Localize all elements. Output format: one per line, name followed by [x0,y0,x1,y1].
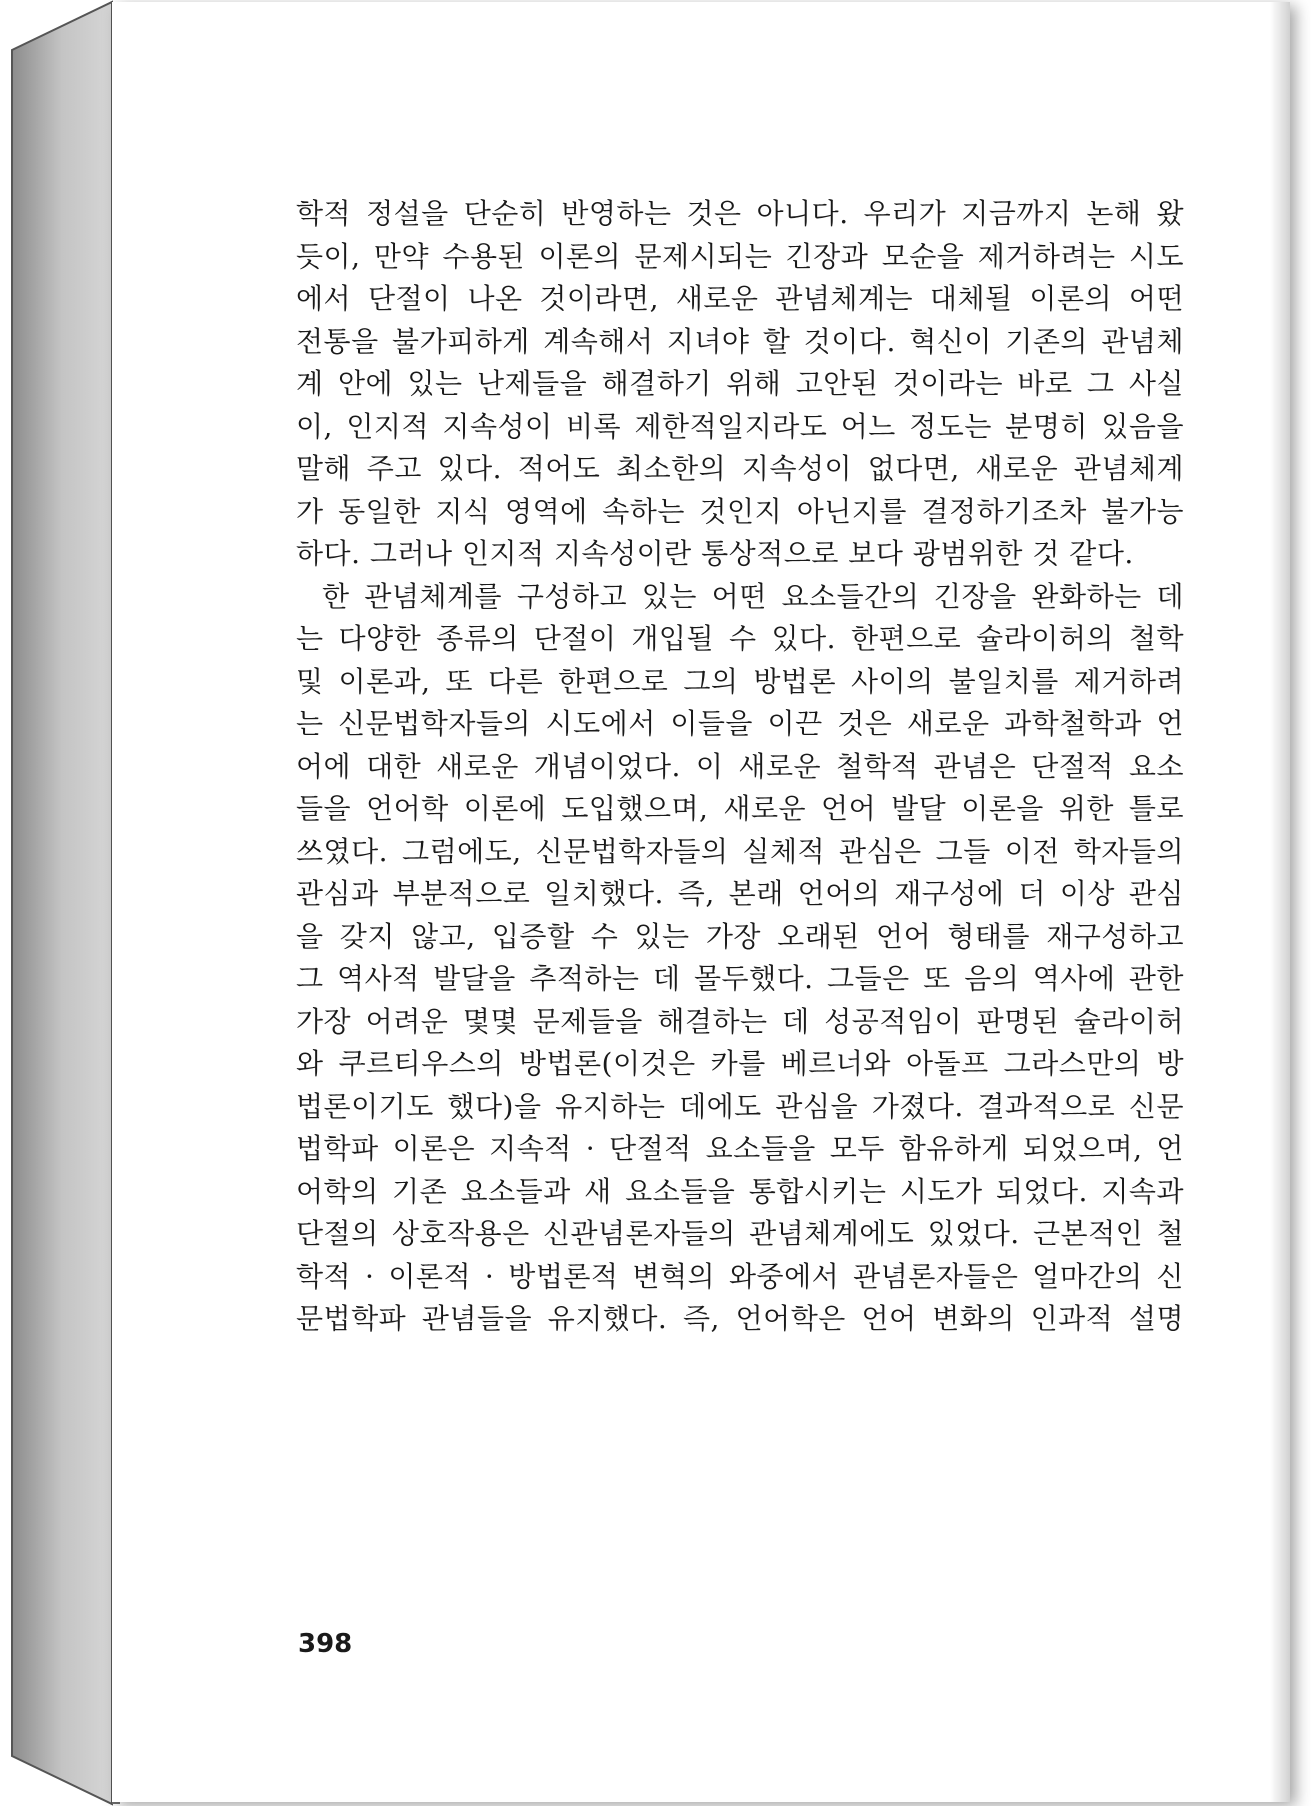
text-line: 법학파 이론은 지속적 · 단절적 요소들을 모두 함유하게 되었으며, 언 [296,1132,1184,1165]
body-text [296,193,1184,1341]
text-line: 가장 어려운 몇몇 문제들을 해결하는 데 성공적임이 판명된 슐라이허 [296,1004,1184,1038]
text-line: 어에 대한 새로운 개념이었다. 이 새로운 철학적 관념은 단절적 요소 [296,749,1184,783]
text-line: 법론이기도 했다)을 유지하는 데에도 관심을 가졌다. 결과적으로 신문 [296,1089,1184,1123]
text-line: 말해 주고 있다. 적어도 최소한의 지속성이 없다면, 새로운 관념체계 [296,452,1184,485]
page-number: 398 [298,1629,353,1659]
text-line: 이, 인지적 지속성이 비록 제한적일지라도 어느 정도는 분명히 있음을 [296,409,1184,443]
text-line: 들을 언어학 이론에 도입했으며, 새로운 언어 발달 이론을 위한 틀로 [296,792,1184,825]
text-line: 관심과 부분적으로 일치했다. 즉, 본래 언어의 재구성에 더 이상 관심 [296,877,1184,910]
text-line: 하다. 그러나 인지적 지속성이란 통상적으로 보다 광범위한 것 같다. [296,537,1134,570]
text-line: 문법학파 관념들을 유지했다. 즉, 언어학은 언어 변화의 인과적 설명 [296,1302,1184,1335]
page-edge-shadow [1270,2,1290,1802]
text-line: 는 다양한 종류의 단절이 개입될 수 있다. 한편으로 슐라이허의 철학 [296,622,1184,655]
book-page [112,2,1290,1802]
text-line: 어학의 기존 요소들과 새 요소들을 통합시키는 시도가 되었다. 지속과 [296,1174,1184,1208]
text-line: 을 갖지 않고, 입증할 수 있는 가장 오래된 언어 형태를 재구성하고 [296,919,1184,953]
text-line: 단절의 상호작용은 신관념론자들의 관념체계에도 있었다. 근본적인 철 [296,1217,1184,1250]
text-line: 계 안에 있는 난제들을 해결하기 위해 고안된 것이라는 바로 그 사실 [296,367,1184,400]
text-line: 학적 정설을 단순히 반영하는 것은 아니다. 우리가 지금까지 논해 왔 [296,197,1184,230]
text-line: 쓰였다. 그럼에도, 신문법학자들의 실체적 관심은 그들 이전 학자들의 [296,834,1184,868]
text-line: 는 신문법학자들의 시도에서 이들을 이끈 것은 새로운 과학철학과 언 [296,707,1184,740]
text-line: 가 동일한 지식 영역에 속하는 것인지 아닌지를 결정하기조차 불가능 [296,494,1184,528]
text-line: 및 이론과, 또 다른 한편으로 그의 방법론 사이의 불일치를 제거하려 [296,664,1184,698]
text-line: 학적 · 이론적 · 방법론적 변혁의 와중에서 관념론자들은 얼마간의 신 [296,1259,1184,1293]
text-line: 와 쿠르티우스의 방법론(이것은 카를 베르너와 아돌프 그라스만의 방 [296,1047,1184,1080]
text-line: 전통을 불가피하게 계속해서 지녀야 할 것이다. 혁신이 기존의 관념체 [296,324,1184,358]
text-line: 듯이, 만약 수용된 이론의 문제시되는 긴장과 모순을 제거하려는 시도 [296,239,1184,273]
text-line: 에서 단절이 나온 것이라면, 새로운 관념체계는 대체될 이론의 어떤 [296,282,1184,315]
text-line: 그 역사적 발달을 추적하는 데 몰두했다. 그들은 또 음의 역사에 관한 [296,962,1184,995]
text-line: 한 관념체계를 구성하고 있는 어떤 요소들간의 긴장을 완화하는 데 [322,579,1184,613]
